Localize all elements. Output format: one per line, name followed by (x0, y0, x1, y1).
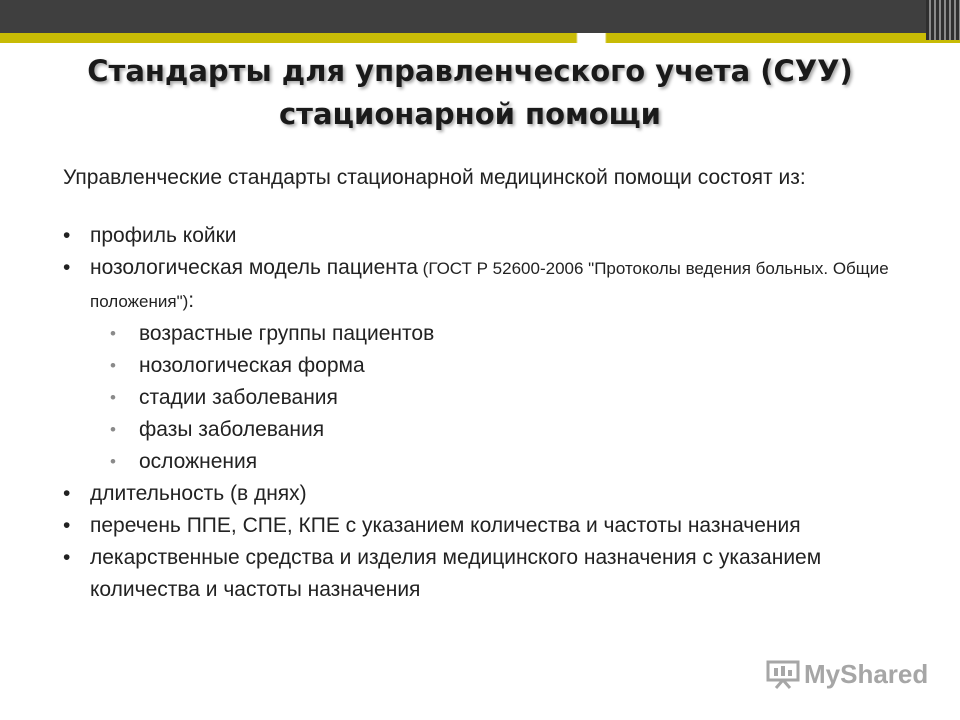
item-text: перечень ППЕ, СПЕ, КПЕ с указанием количества и частоты назначения (90, 514, 801, 537)
sub-bullet-icon: • (110, 388, 116, 407)
sub-item-text: возрастные группы пациентов (139, 322, 435, 345)
presentation-board-icon (766, 659, 800, 689)
list-item-profile (63, 220, 903, 252)
sub-item-text: осложнения (139, 450, 258, 473)
bullet-icon: • (63, 224, 71, 247)
sub-bullet-icon: • (110, 324, 116, 343)
sub-item (63, 318, 903, 350)
bullet-icon: • (63, 482, 71, 505)
list-item-model (63, 252, 903, 478)
item-colon: : (188, 289, 195, 312)
sub-bullet-icon: • (110, 356, 116, 375)
sub-item-text: фазы заболевания (139, 418, 325, 441)
accent-line (0, 33, 960, 43)
intro-text: Управленческие стандарты стационарной медицинской помощи состоят из: (63, 166, 806, 189)
sub-item (63, 414, 903, 446)
title-line-2: стационарной помощи (278, 97, 661, 131)
item-text: лекарственные средства и изделия медицинского назначения с указанием количества и частоты назначения (90, 546, 822, 601)
list-item-drugs (63, 542, 903, 606)
top-bar (0, 0, 960, 33)
sub-item-text: стадии заболевания (139, 386, 338, 409)
sub-item (63, 350, 903, 382)
sub-bullet-icon: • (110, 420, 116, 439)
bullet-icon: • (63, 514, 71, 537)
corner-stripes (926, 0, 960, 40)
item-text: нозологическая модель пациента (90, 256, 418, 279)
sub-bullet-icon: • (110, 452, 116, 471)
bullet-icon: • (63, 546, 71, 569)
bullet-list (63, 220, 903, 606)
item-text: длительность (в днях) (90, 482, 307, 505)
slide-title (0, 50, 940, 136)
sub-item (63, 446, 903, 478)
list-item-services (63, 510, 903, 542)
sub-item (63, 382, 903, 414)
list-item-duration (63, 478, 903, 510)
item-text: профиль койки (90, 224, 237, 247)
watermark (766, 656, 928, 692)
slide-body (63, 162, 903, 606)
title-line-1: Стандарты для управленческого учета (СУУ) (87, 54, 853, 88)
sub-item-text: нозологическая форма (139, 354, 365, 377)
watermark-text: MyShared (804, 659, 929, 689)
bullet-icon: • (63, 256, 71, 279)
item-reference: (ГОСТ Р 52600-2006 "Протоколы ведения больных. Общие положения") (90, 259, 889, 311)
sub-list (90, 318, 903, 478)
